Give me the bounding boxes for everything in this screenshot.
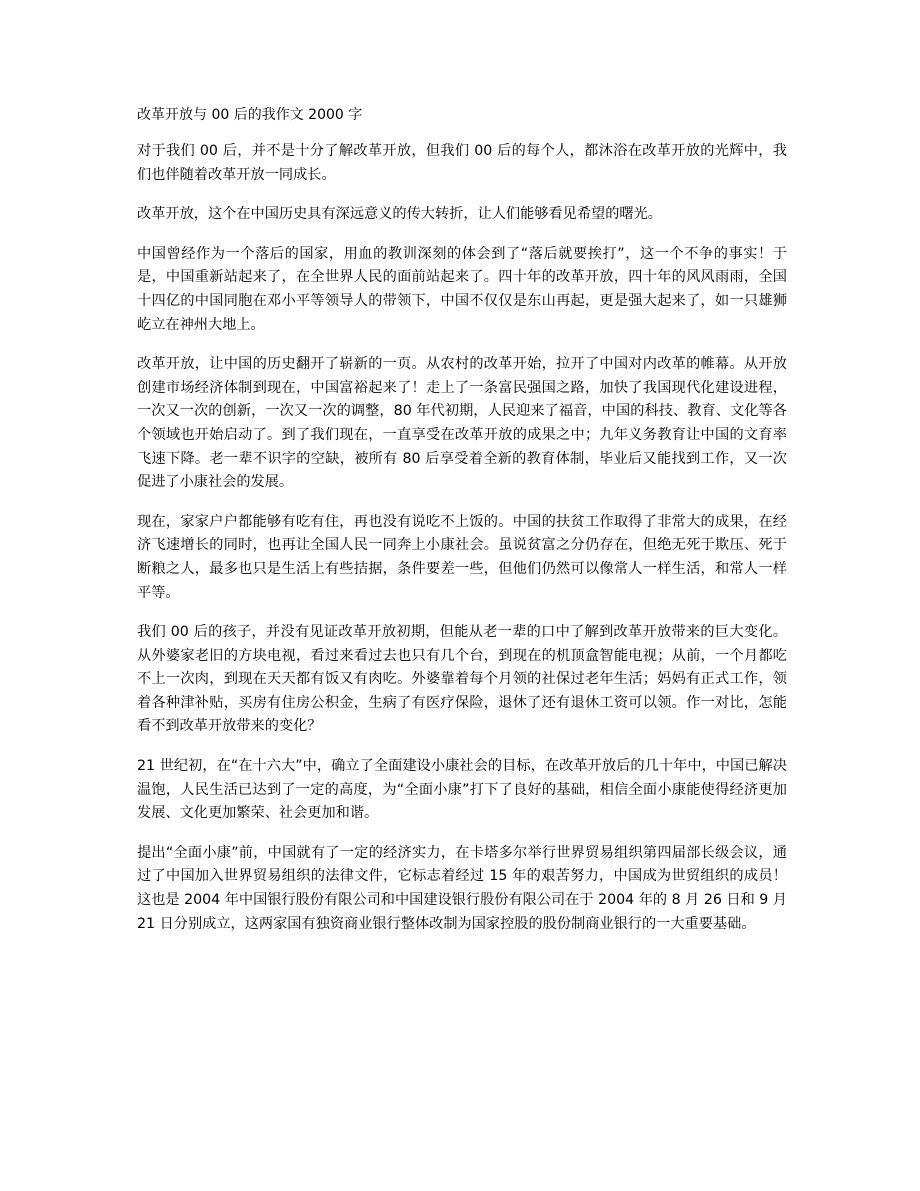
document-title: 改革开放与 00 后的我作文 2000 字 [137,107,363,123]
paragraph-8: 提出“全面小康”前，中国就有了一定的经济实力，在卡塔多尔举行世界贸易组织第四届部长级会议，通过了中国加入世界贸易组织的法律文件，它标志着经过 15 年的艰苦努力，中国成为世贸组织的成员！这也是 2004 年中国银行股份有限公司和中国建设银行股份有限公司在于 2004 年的 8 月 26 日和 9 月 21 日分别成立，这两家国有独资商业银行整体改制为国家控股的股份制商业银行的一大重要基础。 [137,844,787,932]
document-page [137,104,787,952]
paragraph-4: 改革开放，让中国的历史翻开了崭新的一页。从农村的改革开始，拉开了中国对内改革的帷幕。从开放创建市场经济体制到现在，中国富裕起来了！走上了一条富民强国之路，加快了我国现代化建设进程，一次又一次的创新，一次又一次的调整，80 年代初期，人民迎来了福音，中国的科技、教育、文化等各个领域也开始启动了。到了我们现在，一直享受在改革开放的成果之中；九年义务教育让中国的文育率飞速下降。老一辈不识字的空缺，被所有 80 后享受着全新的教育体制，毕业后又能找到工作，又一次促进了小康社会的发展。 [137,356,787,491]
paragraph-6: 我们 00 后的孩子，并没有见证改革开放初期，但能从老一辈的口中了解到改革开放带来的巨大变化。从外婆家老旧的方块电视，看过来看过去也只有几个台，到现在的机顶盒智能电视；从前，一个月都吃不上一次肉，到现在天天都有饭又有肉吃。外婆靠着每个月领的社保过老年生活；妈妈有正式工作，领着各种津补贴，买房有住房公积金，生病了有医疗保险，退休了还有退休工资可以领。作一对比，怎能看不到改革开放带来的变化？ [137,624,787,735]
paragraph-3: 中国曾经作为一个落后的国家，用血的教训深刻的体会到了“落后就要挨打”，这一个不争的事实！于是，中国重新站起来了，在全世界人民的面前站起来了。四十年的改革开放，四十年的风风雨雨，全国十四亿的中国同胞在邓小平等领导人的带领下，中国不仅仅是东山再起，更是强大起来了，如一只雄狮屹立在神州大地上。 [137,245,787,333]
paragraph-5: 现在，家家户户都能够有吃有住，再也没有说吃不上饭的。中国的扶贫工作取得了非常大的成果，在经济飞速增长的同时，也再让全国人民一同奔上小康社会。虽说贫富之分仍存在，但绝无死于欺压、死于断粮之人，最多也只是生活上有些拮据，条件要差一些，但他们仍然可以像常人一样生活，和常人一样平等。 [137,513,787,601]
paragraph-2: 改革开放，这个在中国历史具有深远意义的传大转折，让人们能够看见希望的曙光。 [137,206,662,223]
paragraph-7: 21 世纪初，在“在十六大”中，确立了全面建设小康社会的目标，在改革开放后的几十年中，中国已解决温饱，人民生活已达到了一定的高度，为“全面小康”打下了良好的基础，相信全面小康能使得经济更加发展、文化更加繁荣、社会更加和谐。 [137,758,787,822]
paragraph-1: 对于我们 00 后，并不是十分了解改革开放，但我们 00 后的每个人，都沐浴在改革开放的光辉中，我们也伴随着改革开放一同成长。 [137,143,787,183]
